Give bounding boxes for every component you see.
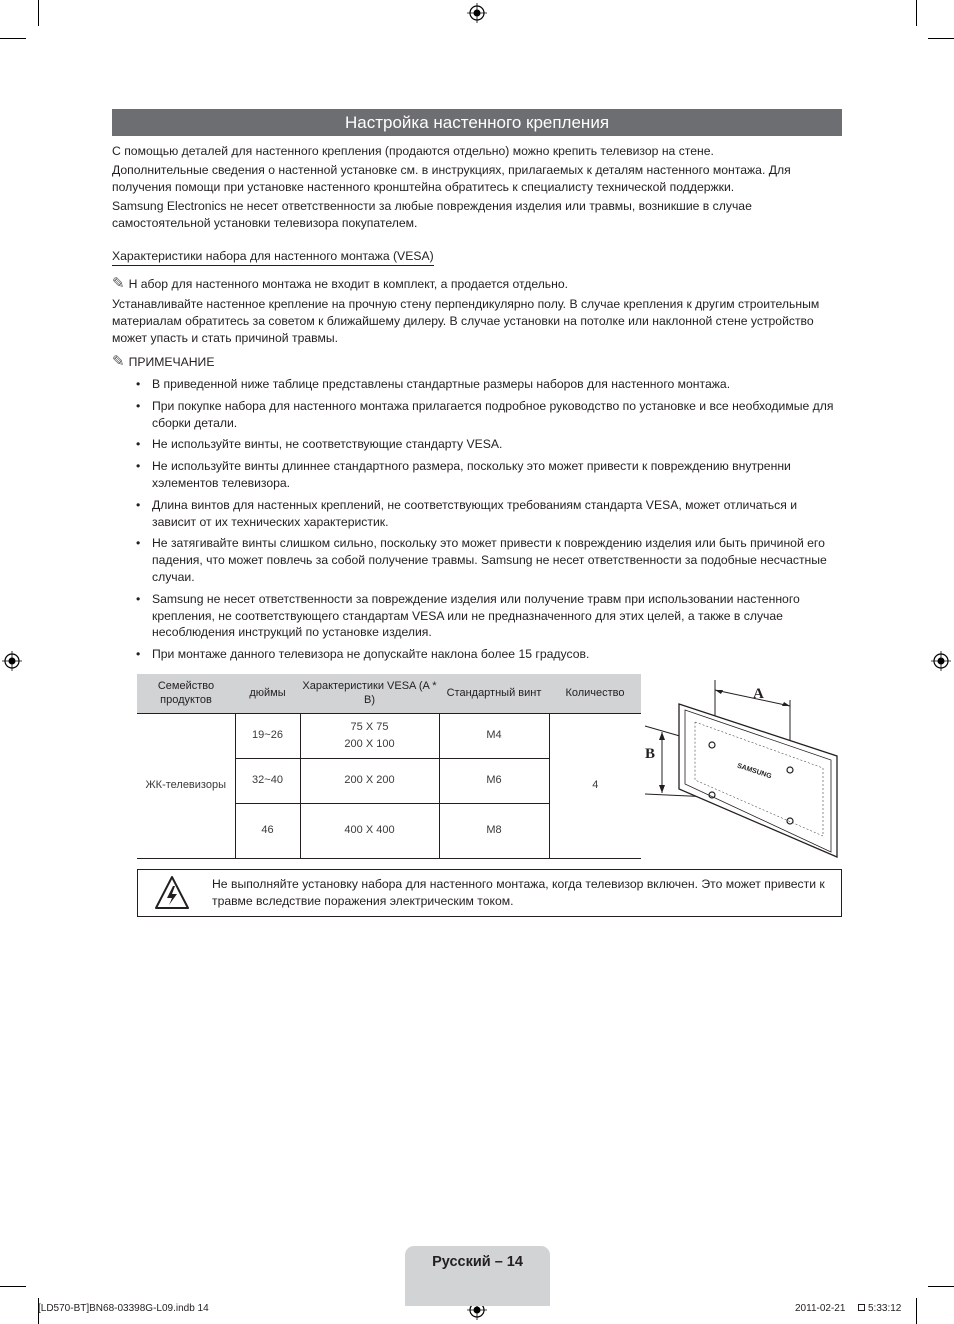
warning-box xyxy=(137,869,842,917)
brand-logo: SAMSUNG xyxy=(736,762,773,781)
inches-cell: 19~26 xyxy=(235,713,300,758)
vesa-value: 200 X 100 xyxy=(344,737,395,750)
screw-cell: M4 xyxy=(439,713,549,758)
vesa-cell: 400 X 400 xyxy=(300,803,439,858)
list-item: • Не используйте винты, не соответствующие стандарту VESA. xyxy=(136,436,836,453)
warning-text: Не выполняйте установку набора для настенного монтажа, когда телевизор включен. Это может привести к травме вследствие поражения электрическим током. xyxy=(212,877,825,908)
table-header-cell: Характеристики VESA (A * B) xyxy=(300,674,439,713)
note-bullet-list xyxy=(136,376,836,668)
table-row xyxy=(137,713,641,758)
electric-shock-warning-icon xyxy=(154,875,190,911)
list-item: • Длина винтов для настенных креплений, не соответствующих требованиям стандарта VESA, может отличаться и зависит от их технических характеристик. xyxy=(136,497,836,531)
pencil-note-icon: ✎ xyxy=(112,274,125,292)
quantity-cell: 4 xyxy=(549,713,641,858)
intro-paragraph: Samsung Electronics не несет ответственности за любые повреждения изделия или травмы, возникшие в случае самостоятельной установки телевизора покупателем. xyxy=(112,199,752,230)
section-title: Настройка настенного крепления xyxy=(112,109,842,136)
table-header-cell: Стандартный винт xyxy=(439,674,549,713)
list-item: • При монтаже данного телевизора не допускайте наклона более 15 градусов. xyxy=(136,646,836,663)
intro-paragraph: Дополнительные сведения о настенной установке см. в инструкциях, прилагаемых к деталям настенного монтажа. Для получения помощи при установке настенного кронштейна обратитесь к специалисту технической поддержки. xyxy=(112,163,791,194)
note-kit xyxy=(112,275,568,293)
page-number-tab: Русский – 14 xyxy=(405,1246,550,1306)
footer-file-name: [LD570-BT]BN68-03398G-L09.indb 14 xyxy=(38,1303,209,1314)
crop-mark xyxy=(0,1286,26,1287)
registration-mark-icon xyxy=(2,651,22,671)
note-label: ПРИМЕЧАНИЕ xyxy=(128,355,215,369)
footer-time xyxy=(858,1303,901,1314)
tv-back-diagram xyxy=(641,676,841,861)
label-b: B xyxy=(645,746,656,762)
crop-mark xyxy=(928,1286,954,1287)
crop-mark xyxy=(928,38,954,39)
inches-cell: 46 xyxy=(235,803,300,858)
crop-mark xyxy=(38,0,39,26)
footer-time-value: 5:33:12 xyxy=(868,1303,902,1314)
crop-mark xyxy=(0,38,26,39)
install-paragraph: Устанавливайте настенное крепление на прочную стену перпендикулярно полу. В случае крепления к другим строительным материалам обратитесь за советом к ближайшему дилеру. В случае установки на потолке или наклонной стене устройство может упасть и стать причиной травмы. xyxy=(112,297,820,345)
note-heading xyxy=(112,353,214,371)
vesa-heading: Характеристики набора для настенного монтажа (VESA) xyxy=(112,249,434,266)
list-item: • В приведенной ниже таблице представлены стандартные размеры наборов для настенного монтажа. xyxy=(136,376,836,393)
vesa-cell: 200 X 200 xyxy=(300,758,439,803)
list-item: • Не используйте винты длиннее стандартного размера, поскольку это может привести к повреждению внутренни хэлементов телевизора. xyxy=(136,458,836,492)
table-header-cell: Количество xyxy=(549,674,641,713)
vesa-cell xyxy=(300,713,439,758)
crop-mark xyxy=(916,1298,917,1324)
vesa-value: 75 X 75 xyxy=(350,720,389,733)
registration-mark-icon xyxy=(467,3,487,23)
list-item: • Samsung не несет ответственности за повреждение изделия или получение травм при использовании настенного крепления, не соответствующего стандартам VESA или не предназначенного для этих целей, а также в случае несоблюдения инструкций по установке изделия. xyxy=(136,591,836,641)
label-a: A xyxy=(753,686,764,702)
table-header-row xyxy=(137,674,641,713)
intro-paragraph: С помощью деталей для настенного крепления (продаются отдельно) можно крепить телевизор на стене. xyxy=(112,144,714,158)
registration-mark-icon xyxy=(931,651,951,671)
list-item: • При покупке набора для настенного монтажа прилагается подробное руководство по установке и все необходимые для сборки детали. xyxy=(136,398,836,432)
pencil-note-icon: ✎ xyxy=(112,352,125,370)
vesa-table xyxy=(137,674,641,859)
crop-mark xyxy=(916,0,917,26)
clock-icon xyxy=(858,1304,865,1311)
table-header-cell: Семейство продуктов xyxy=(137,674,235,713)
table-header-cell: дюймы xyxy=(235,674,300,713)
inches-cell: 32~40 xyxy=(235,758,300,803)
screw-cell: M8 xyxy=(439,803,549,858)
list-item: • Не затягивайте винты слишком сильно, поскольку это может привести к повреждению изделия или быть причиной его падения, что может повлечь за собой получение травмы. Samsung не несет ответственности за подобные несчастные случаи. xyxy=(136,535,836,585)
family-cell: ЖК-телевизоры xyxy=(137,713,235,858)
screw-cell: M6 xyxy=(439,758,549,803)
footer-date: 2011-02-21 xyxy=(795,1303,846,1314)
note-kit-text: Н абор для настенного монтажа не входит в комплект, а продается отдельно. xyxy=(128,277,569,291)
